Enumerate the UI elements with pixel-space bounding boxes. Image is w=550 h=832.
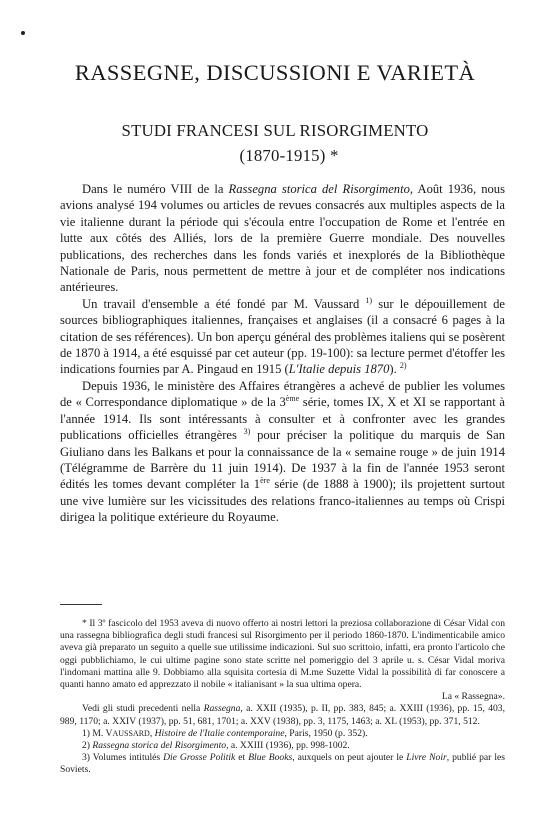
text-run: , a. XXII (1935), p. II, pp. 383, 845; a. XXIII (1936), pp. 15, 403, 989, 1170; a. XXIV (1937), pp. 51, 681, 1701; a. XXV (1938), pp. 3, 1175, 1463; a. XL (1953), pp. 371, 512. (60, 703, 505, 727)
text-run: Depuis 1936, le ministère des Affaires étrangères a achevé de publier les volumes de « Correspondance diplomatique » de la 3 (60, 378, 505, 410)
footnote-previous-studies (60, 703, 505, 727)
article-title-line1: STUDI FRANCESI SUL RISORGIMENTO (121, 121, 429, 140)
text-run: , auxquels on peut ajouter le (292, 752, 407, 764)
article-body (60, 181, 505, 526)
footnote-ref-2: 2) (399, 361, 407, 371)
book-title: Livre Noir (406, 752, 447, 764)
ordinal-sup: ème (285, 394, 300, 404)
text-run: * Il 3º fascicolo del 1953 aveva di nuovo offerto ai nostri lettori la preziosa collaborazione di César Vidal con una rassegna bibliografica degli studi francesi sul Risorgimento per il periodo 1860-1870. L'indimenticabile amico aveva già preparato un seguito a quelle sue utilissime indicazioni. Sul suo scrittoio, infatti, era pronto l'articolo che oggi pubblichiamo, le cui ultime pagine sono state scritte nel pomeriggio del 3 aprile u. s. César Vidal moriva l'indomani mattina alle 9. Dobbiamo alla squisita cortesia di M.me Suzette Vidal la possibilità di far conoscere a quanti hanno amato ed apprezzato il nobile « italianisant » la sua ultima opera. (60, 618, 505, 691)
book-title: Histoire de l'Italie contemporaine (154, 727, 285, 739)
paragraph-2 (60, 296, 505, 378)
text-run: et (235, 752, 249, 764)
text-run: , Paris, 1950 (p. 352). (284, 727, 368, 739)
text-run: , Août 1936, nous avions analysé 194 volumes ou articles de revues consacrés aux multiples aspects de la vie italienne durant la période qui s'écoula entre l'occupation de Rome et l'entrée en lutte aux côtés des Alliés, lors de la première Guerre mondiale. Des nouvelles publications, des recherches dans les fonds variés et inexplorés de la Bibliothèque Nationale de Paris, nous permettent de mettre à jour et de compléter nos indications antérieures. (60, 182, 506, 295)
paragraph-1 (60, 181, 505, 296)
text-run: série (de 1888 à 1900); ils projettent surtout une vive lumière sur les vicissitudes des relations franco-italiennes au temps où Crispi dirigea la politique extérieure du Royaume. (60, 477, 505, 525)
footnote-rule (60, 604, 102, 605)
paragraph-3 (60, 378, 505, 526)
text-run: pour préciser la politique du marquis de San Giuliano dans les Balkans et pour la connaissance de la « semaine rouge » de juin 1914 (Télégramme de Barrère du 11 juin 1914). De 1937 à la fin de l'année 1953 seront édités les tomes devant compléter la 1 (60, 428, 505, 492)
ordinal-sup: ère (260, 476, 270, 486)
text-run: Dans le numéro VIII de la (82, 182, 229, 196)
text-run: , (149, 727, 155, 739)
text-run: 3) Volumes intitulés (82, 752, 164, 764)
book-title: L'Italie depuis 1870 (288, 362, 390, 377)
article-title-line2: (1870-1915) * (239, 146, 339, 165)
journal-title: Rassegna (203, 703, 241, 715)
section-heading: RASSEGNE, DISCUSSIONI E VARIETÀ (74, 60, 476, 85)
book-title: Blue Books (248, 752, 293, 764)
author-smallcaps: AUSSARD (112, 728, 150, 738)
margin-dot (21, 31, 25, 35)
footnote-ref-1: 1) (365, 295, 373, 305)
footnote-2 (60, 740, 505, 752)
footnote-1 (60, 728, 505, 740)
footnotes (60, 618, 505, 777)
footnote-star (60, 618, 505, 691)
text-run: , publié par les Soviets. (60, 752, 505, 776)
footnote-ref-3: 3) (243, 427, 251, 437)
text-run: ). (389, 362, 400, 377)
journal-title: Rassegna storica del Risorgimento (228, 182, 410, 196)
text-run: , a. XXIII (1936), pp. 998-1002. (226, 740, 350, 752)
footnote-3 (60, 752, 505, 776)
text-run: 2) (82, 740, 93, 752)
text-run: série, tomes IX, X et XI se rapportant à l'année 1914. Ils sont intéressants à consulter et à confronter avec les grandes publications officielles étrangères (60, 395, 505, 443)
book-title: Die Grosse Politik (163, 752, 236, 764)
text-run: 1) M. V (82, 727, 113, 739)
article-title (0, 118, 550, 168)
footnote-signature: La « Rassegna». (441, 691, 505, 703)
journal-title: Rassegna storica del Risorgimento (92, 740, 227, 752)
text-run: Un travail d'ensemble a été fondé par M. Vaussard (82, 296, 366, 311)
text-run: Vedi gli studi precedenti nella (82, 703, 204, 715)
text-run: sur le dépouillement de sources bibliographiques italiennes, françaises et anglaises (il a consacré 6 pages à la citation de ses références). Un bon aperçu général des problèmes italiens qui se posèrent de 1870 à 1914, a été esquissé par cet auteur (pp. 19-100): sa lecture permet d'étoffer les indications fournies par A. Pingaud en 1915 ( (60, 296, 505, 377)
